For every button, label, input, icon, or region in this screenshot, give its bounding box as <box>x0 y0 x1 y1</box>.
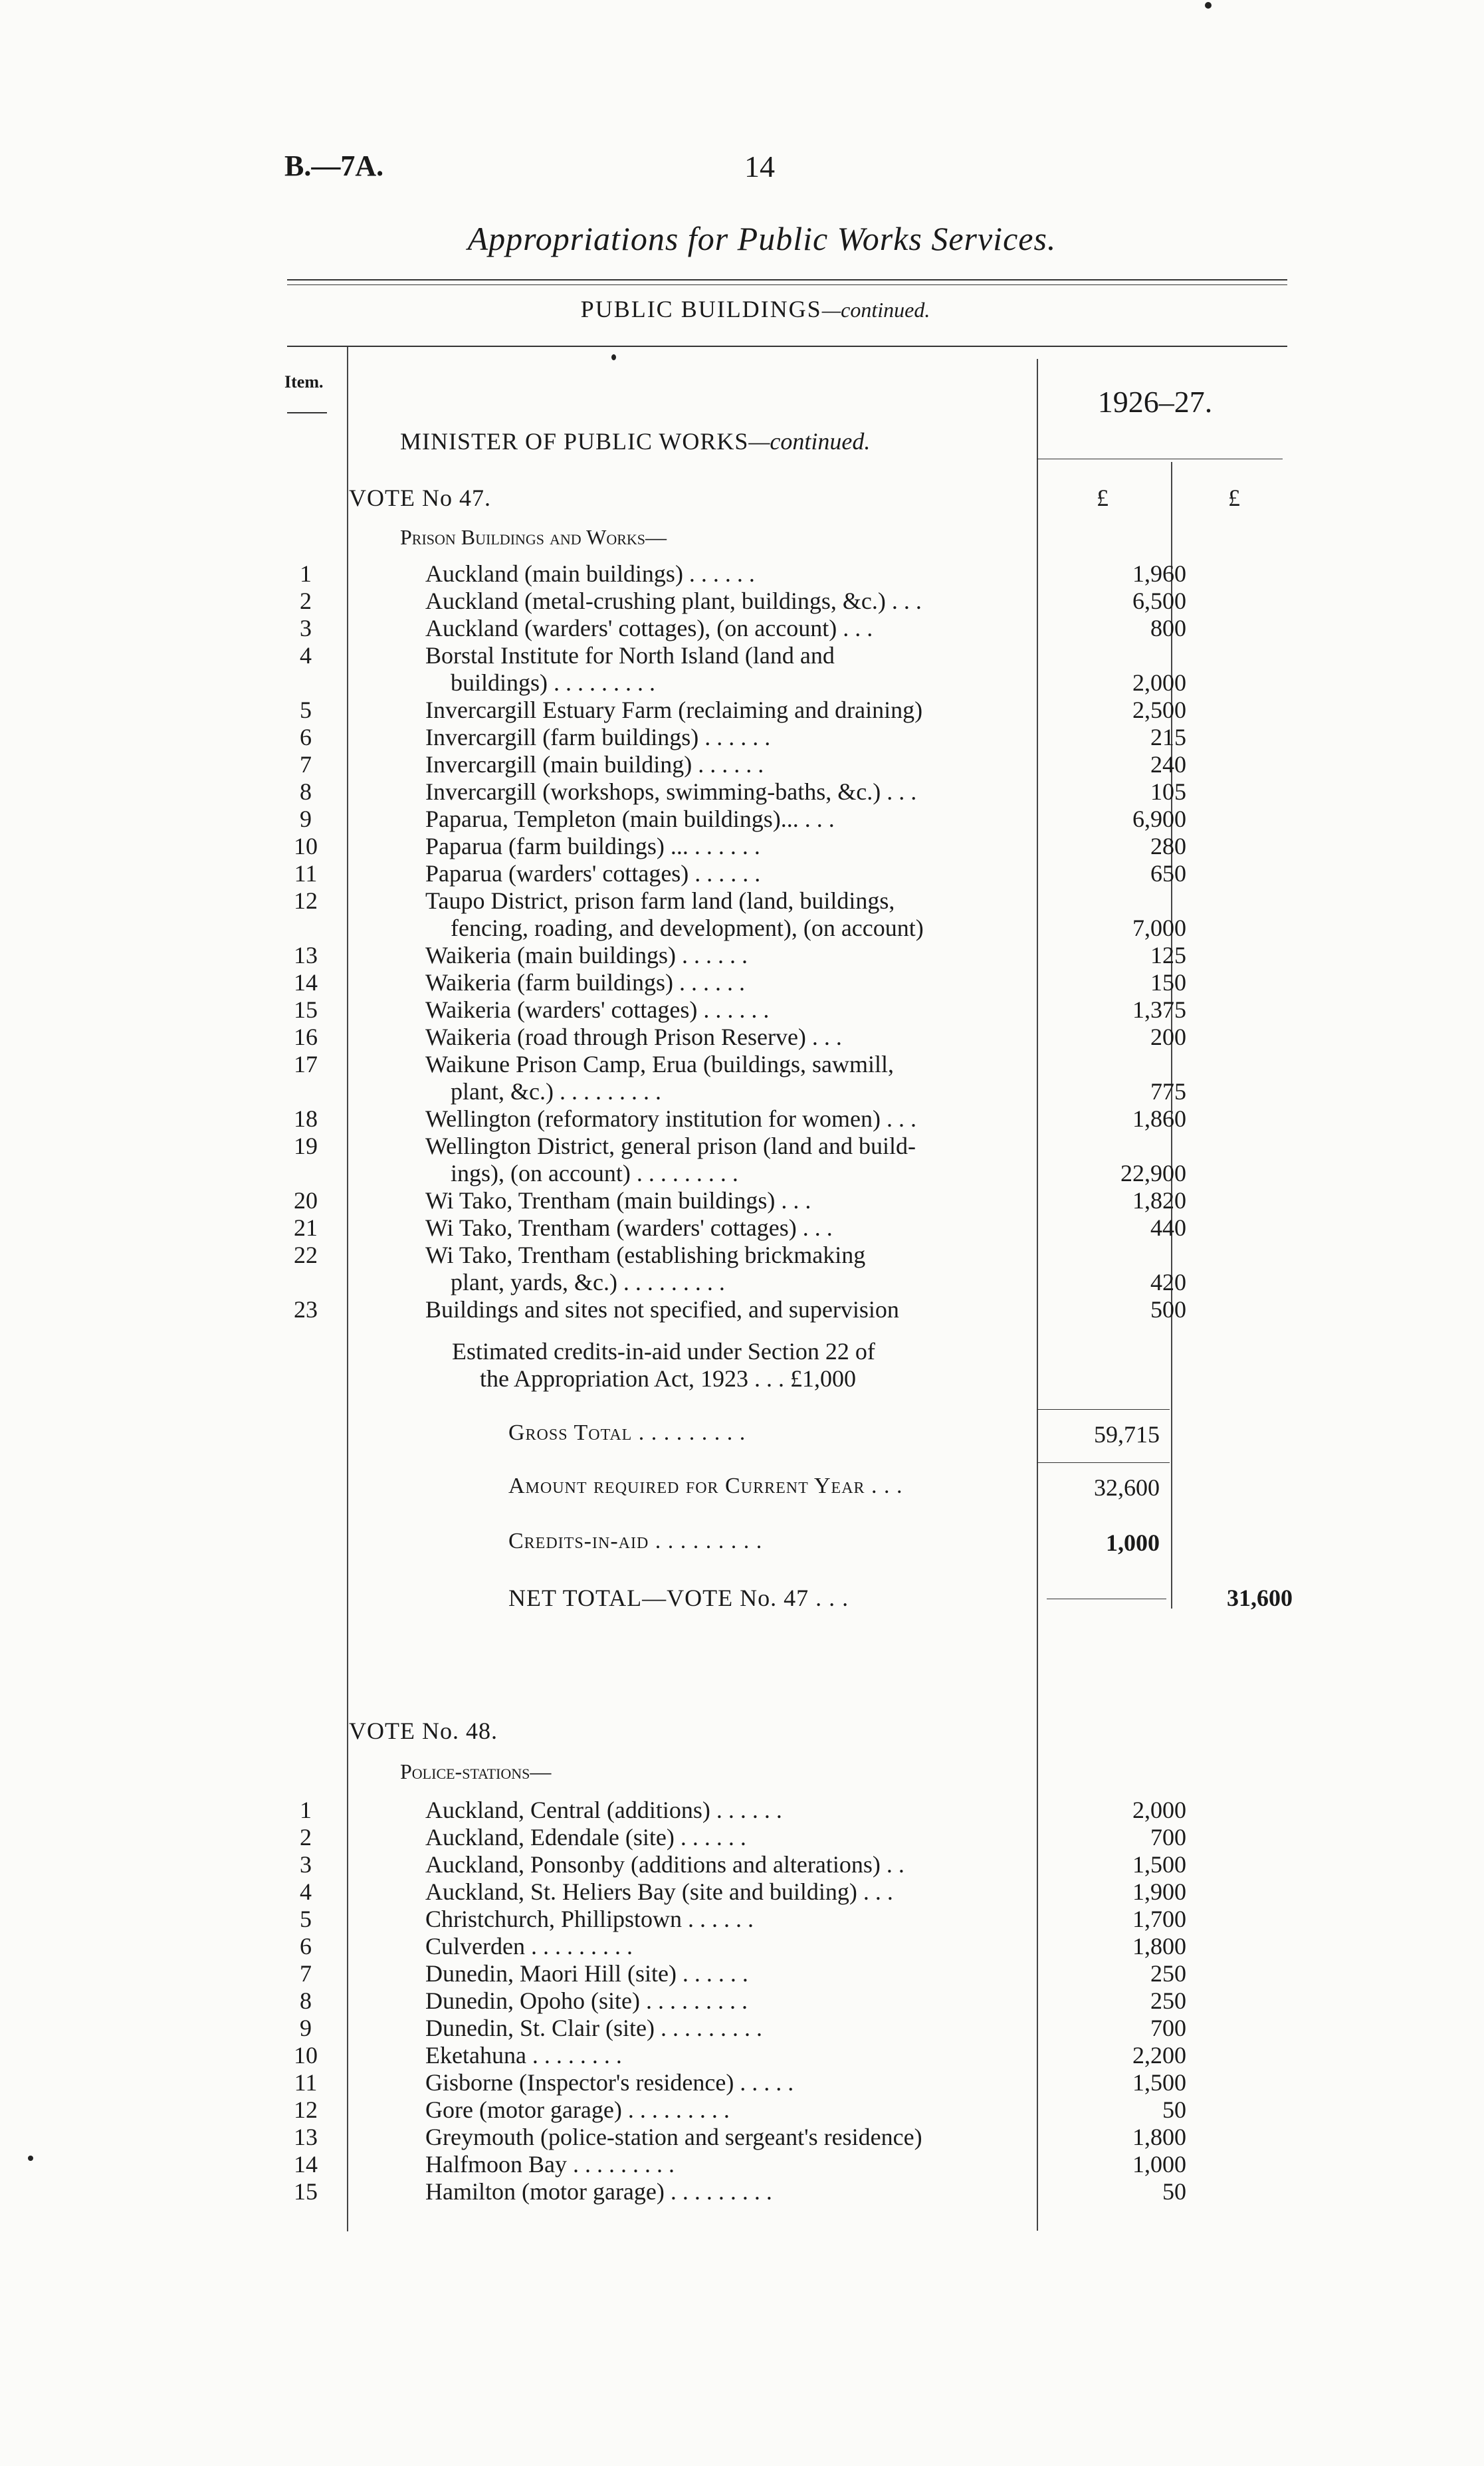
gross-total-label: Gross Total . . . . . . . . . <box>508 1420 746 1445</box>
item-amount: 1,800 <box>1132 2124 1186 2150</box>
item-description: Culverden . . . . . . . . . <box>425 1933 633 1960</box>
item-description: Dunedin, Opoho (site) . . . . . . . . . <box>425 1987 748 2014</box>
credits-in-aid-label: Credits-in-aid . . . . . . . . . <box>508 1529 763 1553</box>
item-description: Greymouth (police-station and sergeant's residence) <box>425 2124 922 2150</box>
item-row <box>286 697 1289 724</box>
item-number: 12 <box>294 2096 318 2123</box>
item-description: Waikune Prison Camp, Erua (buildings, sawmill, <box>425 1051 895 1077</box>
item-amount: 500 <box>1150 1296 1186 1323</box>
item-amount: 125 <box>1150 942 1186 968</box>
vote-48-section-heading: Police-stations— <box>400 1759 552 1783</box>
item-row <box>286 642 1289 697</box>
item-description: Buildings and sites not specified, and supervision <box>425 1296 899 1323</box>
item-description: Waikeria (warders' cottages) . . . . . . <box>425 996 770 1023</box>
subtitle-main: PUBLIC BUILDINGS <box>580 296 822 322</box>
page-number: 14 <box>744 150 775 183</box>
subtitle-continued: —continued. <box>821 298 930 322</box>
item-number: 8 <box>300 1987 312 2014</box>
item-number: 11 <box>294 860 318 887</box>
item-number: 14 <box>294 969 318 996</box>
item-row <box>286 1242 1289 1296</box>
item-number: 15 <box>294 996 318 1023</box>
item-row <box>286 1296 1289 1323</box>
item-amount: 1,700 <box>1132 1906 1186 1932</box>
item-row <box>286 2015 1289 2042</box>
item-description: Auckland, Edendale (site) . . . . . . <box>425 1824 746 1850</box>
item-row <box>286 588 1289 615</box>
credits-in-aid-amount: 1,000 <box>1106 1529 1160 1556</box>
vote-48-title: VOTE No. 48. <box>349 1718 498 1744</box>
item-amount: 22,900 <box>1120 1160 1186 1186</box>
item-number: 9 <box>300 2015 312 2041</box>
item-description: Eketahuna . . . . . . . . <box>425 2042 622 2069</box>
item-number: 13 <box>294 942 318 968</box>
item-row <box>286 615 1289 642</box>
item-amount: 250 <box>1150 1987 1186 2014</box>
minister-heading <box>400 427 870 455</box>
item-amount: 6,500 <box>1132 588 1186 614</box>
item-amount: 1,375 <box>1132 996 1186 1023</box>
item-description: Paparua (farm buildings) ... . . . . . . <box>425 833 760 859</box>
item-amount: 775 <box>1150 1078 1186 1105</box>
item-header-rule <box>287 412 327 413</box>
item-number: 21 <box>294 1214 318 1241</box>
item-description: ings), (on account) . . . . . . . . . <box>451 1160 738 1186</box>
minister-continued: —continued. <box>748 428 871 455</box>
item-description: Wellington (reformatory institution for women) . . . <box>425 1105 916 1132</box>
item-number: 19 <box>294 1133 318 1159</box>
item-number: 22 <box>294 1242 318 1268</box>
item-number: 13 <box>294 2124 318 2150</box>
item-row <box>286 806 1289 833</box>
item-amount: 1,820 <box>1132 1187 1186 1214</box>
item-amount: 1,900 <box>1132 1878 1186 1905</box>
minister-name: MINISTER OF PUBLIC WORKS <box>400 428 749 455</box>
item-number: 5 <box>300 697 312 723</box>
item-row <box>286 887 1289 942</box>
item-amount: 50 <box>1162 2178 1186 2205</box>
item-description: Gisborne (Inspector's residence) . . . . . <box>425 2069 794 2096</box>
item-description: Invercargill (workshops, swimming-baths, &c.) . . . <box>425 778 917 805</box>
item-description: Wi Tako, Trentham (main buildings) . . . <box>425 1187 811 1214</box>
page-title: Appropriations for Public Works Services. <box>467 220 1057 257</box>
item-number: 6 <box>300 1933 312 1960</box>
item-row <box>286 724 1289 751</box>
item-row <box>286 2042 1289 2069</box>
item-number: 5 <box>300 1906 312 1932</box>
item-number: 23 <box>294 1296 318 1323</box>
item-description: Hamilton (motor garage) . . . . . . . . . <box>425 2178 772 2205</box>
item-amount: 420 <box>1150 1269 1186 1295</box>
currency-symbol-amount: £ <box>1097 485 1109 511</box>
item-description: Auckland, St. Heliers Bay (site and building) . . . <box>425 1878 893 1905</box>
item-number: 11 <box>294 2069 318 2096</box>
item-number: 7 <box>300 1960 312 1987</box>
item-description: Auckland (metal-crushing plant, buildings, &c.) . . . <box>425 588 922 614</box>
gross-total-top-rule <box>1037 1409 1170 1410</box>
print-mark-dot <box>611 354 616 360</box>
item-number: 4 <box>300 642 312 669</box>
title-rule-thin <box>287 284 1287 285</box>
item-description: plant, yards, &c.) . . . . . . . . . <box>451 1269 725 1295</box>
item-number: 12 <box>294 887 318 914</box>
item-description: Auckland, Central (additions) . . . . . . <box>425 1797 782 1823</box>
item-description: Borstal Institute for North Island (land and <box>425 642 835 669</box>
item-description: Auckland, Ponsonby (additions and alterations) . . <box>425 1851 904 1878</box>
item-row <box>286 2124 1289 2151</box>
title-rule <box>287 279 1287 280</box>
item-row <box>286 1133 1289 1187</box>
item-row <box>286 2069 1289 2096</box>
item-amount: 2,200 <box>1132 2042 1186 2069</box>
item-description: Waikeria (farm buildings) . . . . . . <box>425 969 745 996</box>
item-number: 17 <box>294 1051 318 1077</box>
item-row <box>286 2096 1289 2124</box>
gross-total-amount: 59,715 <box>1094 1421 1160 1448</box>
item-amount: 215 <box>1150 724 1186 750</box>
item-amount: 6,900 <box>1132 806 1186 832</box>
item-number: 10 <box>294 2042 318 2069</box>
item-description: Dunedin, St. Clair (site) . . . . . . . . . <box>425 2015 762 2041</box>
credits-note-line-2: the Appropriation Act, 1923 . . . £1,000 <box>480 1365 856 1392</box>
item-number: 3 <box>300 615 312 641</box>
item-amount: 440 <box>1150 1214 1186 1241</box>
item-row <box>286 751 1289 778</box>
item-amount: 50 <box>1162 2096 1186 2123</box>
item-description: Gore (motor garage) . . . . . . . . . <box>425 2096 730 2123</box>
table-top-rule <box>287 346 1287 347</box>
item-number: 7 <box>300 751 312 778</box>
item-row <box>286 1105 1289 1133</box>
item-number: 10 <box>294 833 318 859</box>
item-amount: 1,800 <box>1132 1933 1186 1960</box>
item-description: Waikeria (main buildings) . . . . . . <box>425 942 748 968</box>
item-amount: 1,500 <box>1132 1851 1186 1878</box>
item-description: fencing, roading, and development), (on account) <box>451 915 924 941</box>
item-number: 2 <box>300 588 312 614</box>
item-description: Christchurch, Phillipstown . . . . . . <box>425 1906 754 1932</box>
net-total-label: NET TOTAL—VOTE No. 47 . . . <box>508 1585 849 1611</box>
item-amount: 2,500 <box>1132 697 1186 723</box>
item-amount: 2,000 <box>1132 669 1186 696</box>
item-column-header: Item. <box>284 372 324 392</box>
item-description: Invercargill Estuary Farm (reclaiming and draining) <box>425 697 923 723</box>
item-row <box>286 778 1289 806</box>
item-row <box>286 1878 1289 1906</box>
item-amount: 280 <box>1150 833 1186 859</box>
item-row <box>286 1051 1289 1105</box>
item-amount: 650 <box>1150 860 1186 887</box>
document-code: B.—7A. <box>284 150 384 182</box>
item-number: 1 <box>300 1797 312 1823</box>
item-description: Wellington District, general prison (land and build- <box>425 1133 916 1159</box>
item-amount: 1,960 <box>1132 560 1186 587</box>
item-amount: 800 <box>1150 615 1186 641</box>
amount-required-label: Amount required for Current Year . . . <box>508 1474 903 1498</box>
item-row <box>286 1851 1289 1878</box>
item-description: Paparua, Templeton (main buildings)... . . . <box>425 806 835 832</box>
item-description: Halfmoon Bay . . . . . . . . . <box>425 2151 675 2178</box>
item-row <box>286 560 1289 588</box>
item-number: 18 <box>294 1105 318 1132</box>
item-row <box>286 1960 1289 1987</box>
item-row <box>286 2178 1289 2205</box>
item-row <box>286 996 1289 1024</box>
item-number: 9 <box>300 806 312 832</box>
item-description: Auckland (warders' cottages), (on account) . . . <box>425 615 873 641</box>
item-amount: 700 <box>1150 1824 1186 1850</box>
vote-47-title: VOTE No 47. <box>349 485 491 511</box>
item-number: 6 <box>300 724 312 750</box>
item-number: 14 <box>294 2151 318 2178</box>
item-number: 20 <box>294 1187 318 1214</box>
item-description: Wi Tako, Trentham (establishing brickmaking <box>425 1242 866 1268</box>
amount-required-amount: 32,600 <box>1094 1474 1160 1501</box>
item-row <box>286 860 1289 887</box>
vote-47-section-heading: Prison Buildings and Works— <box>400 525 667 549</box>
item-row <box>286 833 1289 860</box>
item-description: Invercargill (main building) . . . . . . <box>425 751 764 778</box>
print-mark-dot <box>1205 2 1212 9</box>
item-amount: 1,500 <box>1132 2069 1186 2096</box>
item-row <box>286 1024 1289 1051</box>
credits-note-line-1: Estimated credits-in-aid under Section 22 of <box>452 1338 875 1365</box>
currency-symbol-net: £ <box>1228 485 1240 511</box>
item-number: 2 <box>300 1824 312 1850</box>
item-description: plant, &c.) . . . . . . . . . <box>451 1078 661 1105</box>
item-amount: 250 <box>1150 1960 1186 1987</box>
item-description: Auckland (main buildings) . . . . . . <box>425 560 755 587</box>
item-number: 3 <box>300 1851 312 1878</box>
item-number: 15 <box>294 2178 318 2205</box>
item-amount: 240 <box>1150 751 1186 778</box>
item-amount: 200 <box>1150 1024 1186 1050</box>
item-description: Taupo District, prison farm land (land, buildings, <box>425 887 895 914</box>
item-row <box>286 1987 1289 2015</box>
item-row <box>286 1214 1289 1242</box>
print-mark-dot <box>28 2156 33 2161</box>
item-description: Paparua (warders' cottages) . . . . . . <box>425 860 761 887</box>
item-row <box>286 1797 1289 1824</box>
item-row <box>286 969 1289 996</box>
item-amount: 1,000 <box>1132 2151 1186 2178</box>
item-row <box>286 2151 1289 2178</box>
item-description: Wi Tako, Trentham (warders' cottages) . . . <box>425 1214 833 1241</box>
section-subtitle <box>0 295 1484 323</box>
item-number: 1 <box>300 560 312 587</box>
year-column-header: 1926–27. <box>1097 385 1213 419</box>
item-row <box>286 1824 1289 1851</box>
gross-total-bottom-rule <box>1037 1462 1170 1463</box>
item-number: 8 <box>300 778 312 805</box>
item-amount: 7,000 <box>1132 915 1186 941</box>
item-description: buildings) . . . . . . . . . <box>451 669 656 696</box>
item-description: Invercargill (farm buildings) . . . . . . <box>425 724 771 750</box>
item-number: 4 <box>300 1878 312 1905</box>
item-number: 16 <box>294 1024 318 1050</box>
item-amount: 1,860 <box>1132 1105 1186 1132</box>
net-total-amount: 31,600 <box>1227 1585 1293 1611</box>
item-amount: 2,000 <box>1132 1797 1186 1823</box>
item-row <box>286 1933 1289 1960</box>
item-description: Waikeria (road through Prison Reserve) . . . <box>425 1024 842 1050</box>
item-amount: 700 <box>1150 2015 1186 2041</box>
item-row <box>286 942 1289 969</box>
item-row <box>286 1187 1289 1214</box>
item-amount: 150 <box>1150 969 1186 996</box>
item-row <box>286 1906 1289 1933</box>
item-description: Dunedin, Maori Hill (site) . . . . . . <box>425 1960 748 1987</box>
item-amount: 105 <box>1150 778 1186 805</box>
